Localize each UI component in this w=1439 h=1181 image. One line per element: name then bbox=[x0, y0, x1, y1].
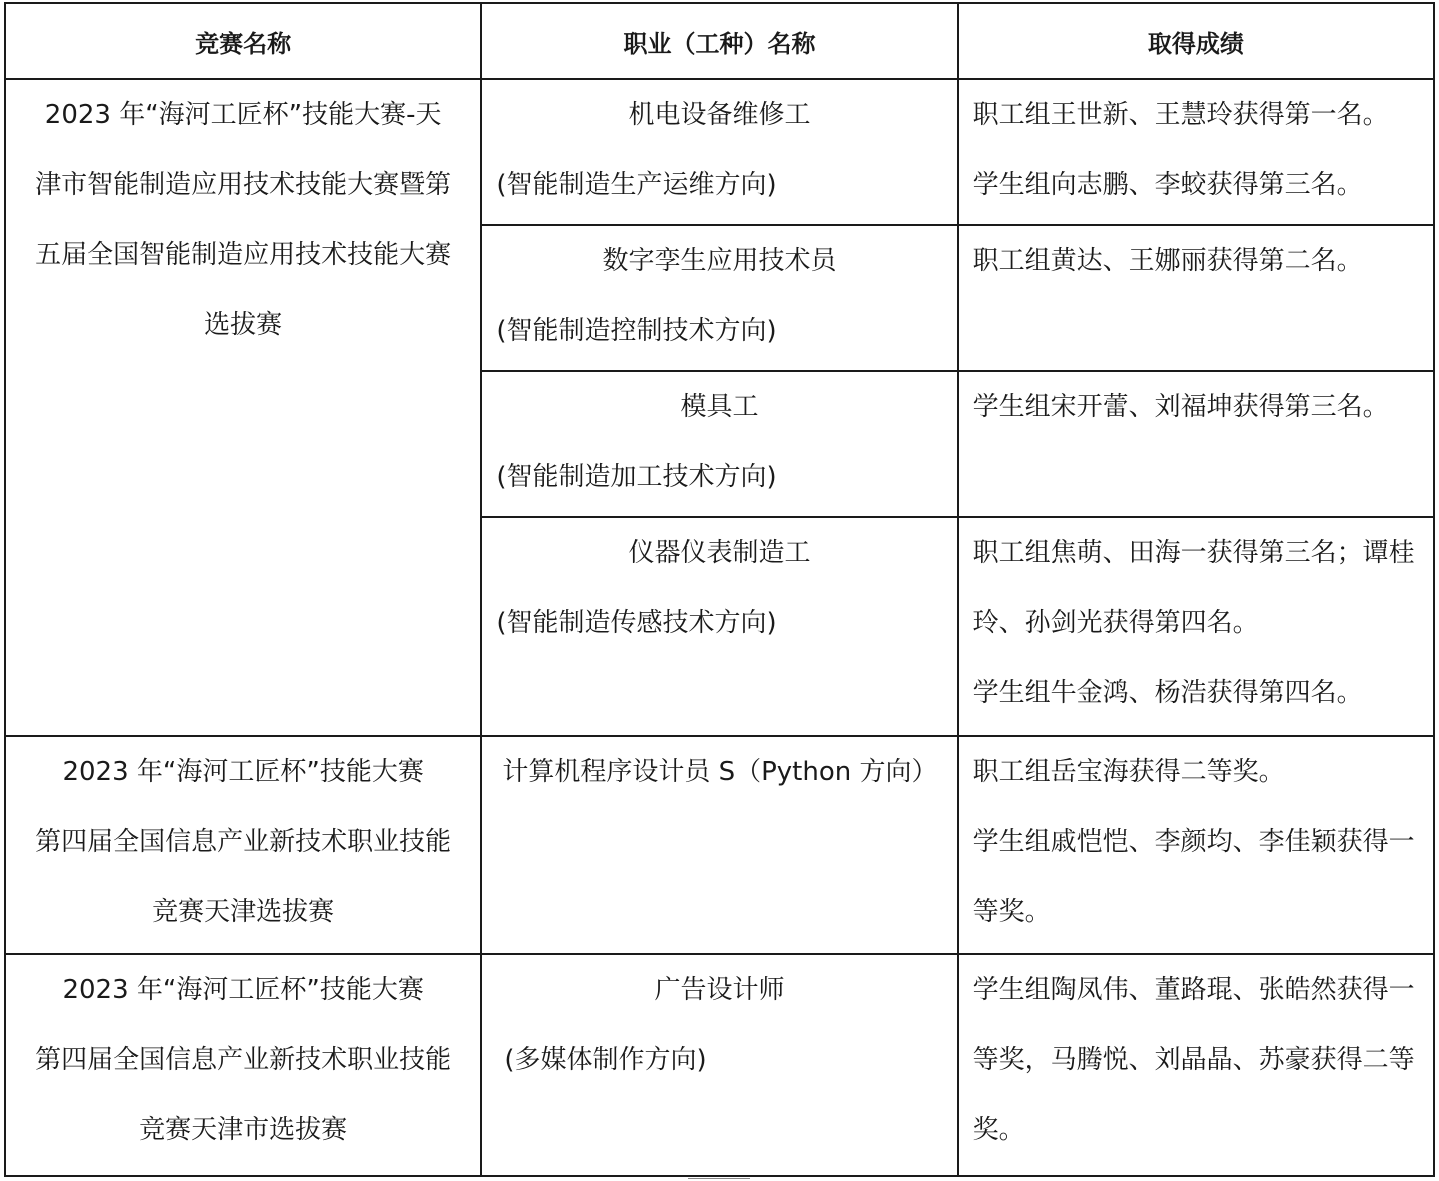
occupation-direction: (智能制造加工技术方向) bbox=[496, 462, 777, 493]
result-cell bbox=[958, 736, 1434, 955]
occupation-cell bbox=[481, 517, 957, 736]
result-line: 学生组向志鹏、李蛟获得第三名。 bbox=[972, 170, 1363, 200]
result-line: 玲、孙剑光获得第四名。 bbox=[972, 608, 1259, 639]
result-line: 奖。 bbox=[972, 1115, 1025, 1146]
header-occupation: 职业（工种）名称 bbox=[481, 3, 957, 79]
result-line: 等奖。 bbox=[972, 896, 1051, 927]
result-line: 职工组岳宝海获得二等奖。 bbox=[972, 756, 1285, 787]
competition-line: 竞赛天津选拔赛 bbox=[152, 896, 335, 927]
result-line: 学生组陶凤伟、董路琨、张皓然获得一 bbox=[972, 975, 1415, 1006]
result-line: 学生组戚恺恺、李颜均、李佳颖获得一 bbox=[972, 826, 1415, 857]
result-line: 学生组牛金鸿、杨浩获得第四名。 bbox=[972, 678, 1363, 709]
competition-line: 2023 年“海河工匠杯”技能大赛-天 bbox=[44, 100, 442, 130]
occupation-direction: (智能制造传感技术方向) bbox=[496, 608, 777, 639]
result-cell bbox=[958, 954, 1434, 1176]
competition-cell bbox=[5, 954, 481, 1176]
table-row bbox=[5, 79, 1434, 225]
occupation-name: 数字孪生应用技术员 bbox=[602, 246, 837, 277]
result-cell bbox=[958, 79, 1434, 225]
occupation-cell bbox=[481, 371, 957, 517]
competition-line: 第四届全国信息产业新技术职业技能 bbox=[35, 826, 452, 857]
occupation-name: 计算机程序设计员 S（Python 方向） bbox=[502, 756, 938, 787]
competition-line: 五届全国智能制造应用技术技能大赛 bbox=[35, 240, 452, 270]
result-line: 职工组焦萌、田海一获得第三名；谭桂 bbox=[972, 538, 1415, 569]
occupation-name: 机电设备维修工 bbox=[628, 100, 811, 130]
table-row bbox=[5, 736, 1434, 955]
competition-line: 2023 年“海河工匠杯”技能大赛 bbox=[62, 975, 424, 1006]
competition-line: 2023 年“海河工匠杯”技能大赛 bbox=[62, 756, 424, 787]
occupation-direction: (多媒体制作方向) bbox=[504, 1045, 707, 1076]
result-cell bbox=[958, 517, 1434, 736]
header-row bbox=[5, 3, 1434, 79]
occupation-name: 模具工 bbox=[680, 392, 759, 423]
result-cell bbox=[958, 371, 1434, 517]
occupation-direction: (智能制造控制技术方向) bbox=[496, 316, 777, 347]
header-competition: 竞赛名称 bbox=[5, 3, 481, 79]
occupation-cell bbox=[481, 736, 957, 955]
occupation-name: 仪器仪表制造工 bbox=[628, 538, 811, 569]
header-result: 取得成绩 bbox=[958, 3, 1434, 79]
occupation-name: 广告设计师 bbox=[654, 975, 785, 1006]
result-line: 学生组宋开蕾、刘福坤获得第三名。 bbox=[972, 392, 1389, 423]
occupation-cell bbox=[481, 954, 957, 1176]
result-cell bbox=[958, 225, 1434, 371]
result-line: 等奖，马腾悦、刘晶晶、苏豪获得二等 bbox=[972, 1045, 1415, 1076]
awards-table bbox=[4, 2, 1435, 1177]
competition-cell bbox=[5, 79, 481, 736]
competition-cell bbox=[5, 736, 481, 955]
result-line: 职工组王世新、王慧玲获得第一名。 bbox=[972, 100, 1389, 130]
table-row bbox=[5, 954, 1434, 1176]
occupation-cell bbox=[481, 225, 957, 371]
occupation-cell bbox=[481, 79, 957, 225]
competition-line: 第四届全国信息产业新技术职业技能 bbox=[35, 1045, 452, 1076]
competition-line: 津市智能制造应用技术技能大赛暨第 bbox=[35, 170, 452, 200]
competition-line: 竞赛天津市选拔赛 bbox=[139, 1115, 348, 1146]
occupation-direction: (智能制造生产运维方向) bbox=[496, 170, 777, 200]
result-line: 职工组黄达、王娜丽获得第二名。 bbox=[972, 246, 1363, 277]
competition-line: 选拔赛 bbox=[204, 310, 283, 340]
